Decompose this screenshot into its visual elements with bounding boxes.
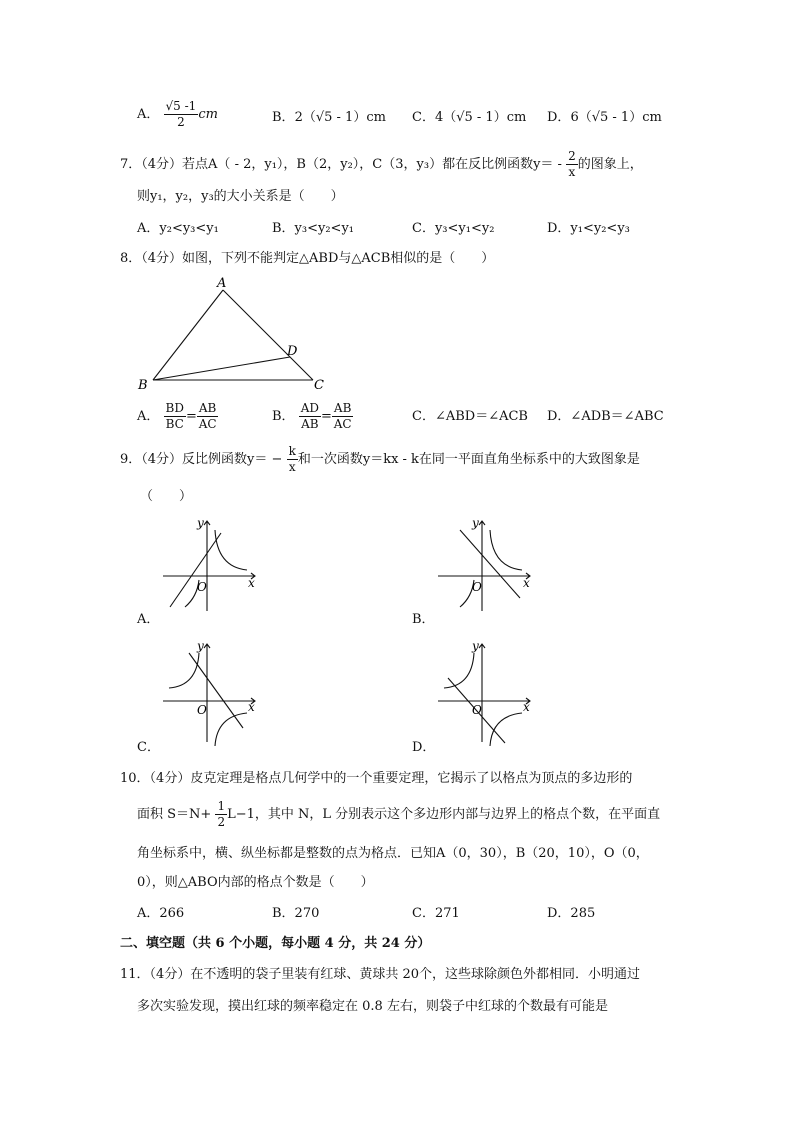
q8-stem: 8．（4分）如图，下列不能判定△ABD与△ACB相似的是（ ） (120, 251, 495, 266)
q6-a-denominator: 2 (177, 115, 185, 130)
q10-frac-num: 1 (215, 800, 227, 815)
q9-fraction (287, 445, 298, 474)
q6-option-b-label: B． (272, 110, 295, 125)
q10-option-d: D．285 (547, 906, 596, 921)
q10-line4: 0），则△ABO内部的格点个数是（ ） (137, 875, 374, 890)
q7-frac-num: 2 (566, 150, 578, 165)
q9-d-y-label: y (472, 639, 479, 653)
q8-label-d: D (287, 344, 298, 359)
q7-option-a: A．y₂<y₃<y₁ (137, 221, 219, 236)
q8-a-d1: BC (165, 417, 184, 432)
q8-a-n1: BD (164, 402, 186, 417)
q10-fraction (215, 800, 227, 829)
q10-frac-den: 2 (217, 815, 226, 830)
q6-option-a-label: A． (137, 107, 160, 123)
q8-a-n2: AB (197, 402, 218, 417)
q9-option-b: B． (412, 612, 435, 627)
q10-line2 (137, 800, 660, 829)
q9-b-origin: O (472, 580, 482, 594)
q7-fraction (566, 150, 578, 179)
q10-line2-a: 面积 S＝N+ (137, 807, 212, 823)
q6-option-d (547, 111, 662, 124)
q7-stem-line1 (120, 150, 643, 179)
q8-b-n1: AD (299, 402, 321, 417)
q6-option-a-fraction (164, 100, 199, 129)
q9-a-y-label: y (197, 516, 204, 530)
q8-a-d2: AC (198, 417, 217, 432)
q9-b-x-label: x (523, 576, 530, 590)
q7-line1-mid: A（ - 2，y₁），B（2，y₂），C（3，y₃）都在反比例函数y＝ - (208, 157, 562, 173)
q8-b-frac1 (299, 402, 321, 431)
q9-option-d: D． (412, 740, 436, 755)
q7-option-c: C．y₃<y₁<y₂ (412, 221, 495, 236)
q8-triangle-lines (153, 290, 313, 380)
q8-option-a (137, 402, 218, 431)
q8-label-c: C (314, 378, 324, 390)
q11-line2: 多次实验发现，摸出红球的频率稳定在 0.8 左右，则袋子中红球的个数最有可能是 (137, 999, 608, 1014)
q6-option-c-text: 4（√5 - 1）cm (434, 110, 527, 125)
q8-b-frac2 (332, 402, 353, 431)
q8-b-n2: AB (332, 402, 353, 417)
q10-option-a: A．266 (137, 906, 185, 921)
q8-label-b: B (138, 378, 148, 390)
q9-frac-num: k (287, 445, 298, 460)
q9-b-y-label: y (472, 516, 479, 530)
q9-stem-a: 9．（4分）反比例函数y＝ − (120, 452, 283, 468)
q10-option-c: C．271 (412, 906, 460, 921)
q9-paren: （ ） (140, 489, 193, 504)
q8-option-a-label: A． (137, 409, 160, 425)
q8-a-frac1 (164, 402, 186, 431)
q9-a-origin: O (197, 580, 207, 594)
q6-option-a (137, 100, 218, 129)
q8-b-equals: = (321, 409, 332, 425)
q6-option-d-text: 6（√5 - 1）cm (570, 110, 662, 125)
q8-triangle-figure (130, 275, 350, 390)
q9-frac-den: x (288, 460, 296, 475)
q8-option-d: D．∠ADB＝∠ABC (547, 409, 664, 424)
q7-stem-line2: 则y₁，y₂，y₃的大小关系是（ ） (137, 189, 344, 204)
q11-line1: 11．（4分）在不透明的袋子里装有红球、黄球共 20个，这些球除颜色外都相同．小明通过 (120, 967, 640, 982)
q9-graph-b (430, 515, 540, 615)
q8-a-frac2 (197, 402, 218, 431)
q9-c-origin: O (197, 703, 207, 717)
q8-b-d1: AB (301, 417, 319, 432)
q9-a-x-label: x (248, 576, 255, 590)
q6-a-unit: cm (198, 107, 218, 123)
q6-option-b-text: 2（√5 - 1）cm (294, 110, 386, 125)
q6-option-c-label: C． (412, 110, 435, 125)
q8-b-d2: AC (333, 417, 352, 432)
q6-option-d-label: D． (547, 110, 571, 125)
q8-option-b-label: B． (272, 409, 295, 425)
q7-frac-den: x (568, 165, 576, 180)
q7-prefix: 7．（4分）若点 (120, 157, 209, 173)
q9-graph-d (430, 638, 540, 748)
q7-line1-end: 的图象上， (577, 157, 643, 173)
q10-line3: 角坐标系中，横、纵坐标都是整数的点为格点．已知A（0，30），B（20，10），O（0， (137, 846, 649, 861)
q6-option-c (412, 111, 526, 124)
q9-option-a: A． (137, 612, 160, 627)
q9-graph-a (155, 515, 265, 615)
q10-line2-b: L−1，其中 N，L 分别表示这个多边形内部与边界上的格点个数，在平面直 (227, 807, 661, 823)
q10-option-b: B．270 (272, 906, 320, 921)
q9-d-origin: O (472, 703, 482, 717)
section-heading-fill-in: 二、填空题（共 6 个小题，每小题 4 分，共 24 分） (120, 936, 431, 951)
q9-d-x-label: x (523, 700, 530, 714)
q9-graph-c (155, 638, 265, 748)
q8-option-c: C．∠ABD＝∠ACB (412, 409, 528, 424)
q9-stem-b: 和一次函数y＝kx - k在同一平面直角坐标系中的大致图象是 (297, 452, 640, 468)
q6-a-numerator: √5 -1 (164, 100, 199, 115)
q9-stem (120, 445, 640, 474)
q8-label-a: A (217, 276, 227, 291)
q8-option-b (272, 402, 353, 431)
q7-option-d: D．y₁<y₂<y₃ (547, 221, 630, 236)
q9-option-c: C． (137, 740, 160, 755)
q7-option-b: B．y₃<y₂<y₁ (272, 221, 355, 236)
q8-a-equals: = (185, 409, 197, 425)
q6-option-b (272, 111, 386, 124)
q9-c-x-label: x (248, 700, 255, 714)
q9-c-y-label: y (197, 639, 204, 653)
q10-line1: 10．（4分）皮克定理是格点几何学中的一个重要定理，它揭示了以格点为顶点的多边形的 (120, 771, 633, 786)
